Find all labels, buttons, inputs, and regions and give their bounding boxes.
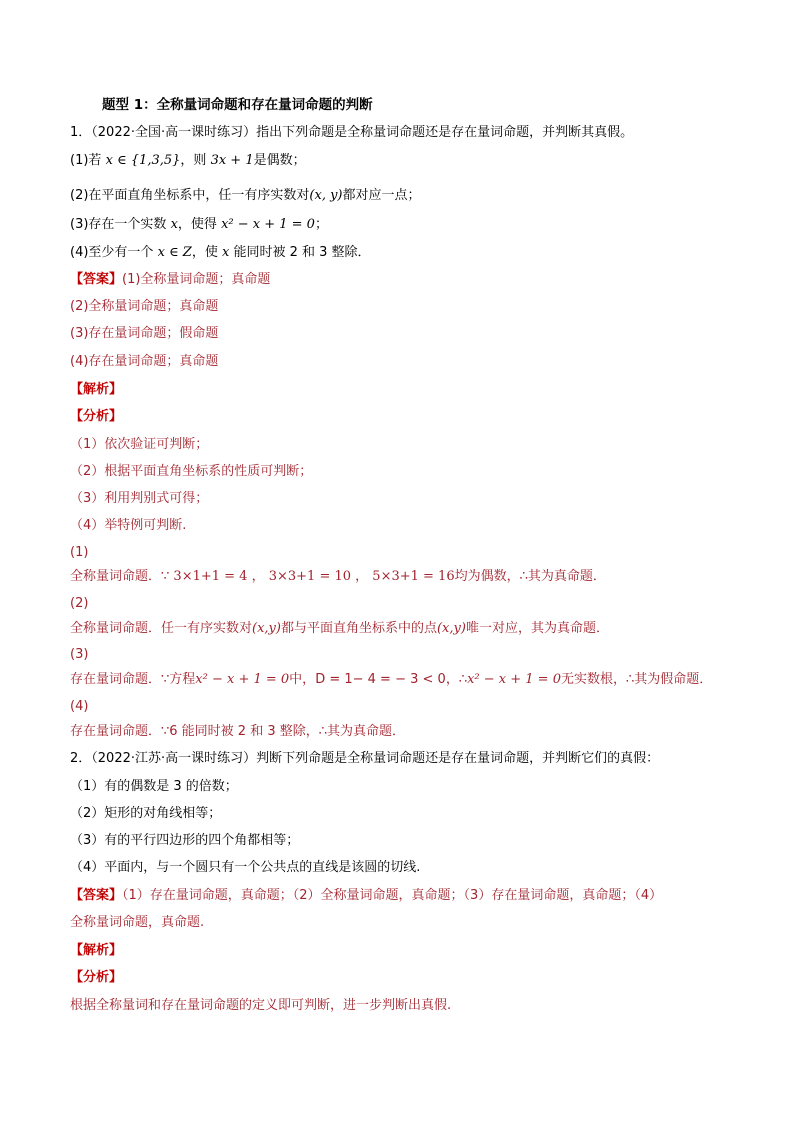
q1-p2-prefix: (2)在平面直角坐标系中，任一有序实数对 bbox=[70, 188, 310, 203]
q1-solution-2 bbox=[70, 620, 609, 638]
q1-p1-formula-set: x ∈ {1,3,5} bbox=[105, 153, 181, 168]
q1-p3-variable: x bbox=[170, 217, 178, 232]
q1-s1-prefix: 全称量词命题．∵ bbox=[70, 569, 170, 584]
q1-p2-suffix: 都对应一点； bbox=[342, 188, 421, 203]
q1-solution-3-label: (3) bbox=[70, 647, 89, 662]
q2-jiexi-tag: 【解析】 bbox=[70, 943, 123, 958]
q1-s2-mid: 都与平面直角坐标系中的点 bbox=[280, 621, 437, 636]
q1-p4-variable: x bbox=[221, 245, 230, 260]
question-1-stem: 1．（2022·全国·高一课时练习）指出下列命题是全称量词命题还是存在量词命题，并判断其真假。 bbox=[70, 125, 634, 140]
q1-p1-prefix: (1)若 bbox=[70, 153, 102, 168]
q2-proposition-2: （2）矩形的对角线相等； bbox=[70, 806, 222, 821]
q2-answer-line-1 bbox=[70, 887, 662, 905]
q1-fenxi-4: （4）举特例可判断. bbox=[70, 518, 187, 533]
q1-p1-suffix: 是偶数； bbox=[253, 153, 306, 168]
q1-solution-3 bbox=[70, 671, 712, 689]
q2-fenxi-text: 根据全称量词和存在量词命题的定义即可判断，进一步判断出真假. bbox=[70, 998, 452, 1013]
q1-p4-formula: x ∈ Z bbox=[157, 245, 192, 260]
q1-p3-suffix: ； bbox=[314, 217, 328, 232]
q1-p4-mid: ，使 bbox=[191, 245, 218, 260]
q1-s2-formula-2: (x,y) bbox=[436, 621, 466, 636]
question-2-stem: 2．（2022·江苏·高一课时练习）判断下列命题是全称量词命题还是存在量词命题，并判断它们的真假： bbox=[70, 751, 660, 766]
q1-p2-formula: (x, y) bbox=[309, 188, 343, 203]
q1-solution-4: 存在量词命题．∵6 能同时被 2 和 3 整除，∴其为真命题． bbox=[70, 724, 406, 739]
q1-s1-formula-1: 3×1+1 = 4 bbox=[173, 569, 248, 584]
q1-p1-mid: ，则 bbox=[180, 153, 207, 168]
q1-answer-4: (4)存在量词命题；真命题 bbox=[70, 354, 219, 369]
q1-p3-mid: ，使得 bbox=[177, 217, 217, 232]
q2-proposition-1: （1）有的偶数是 3 的倍数； bbox=[70, 779, 238, 794]
q1-s3-suffix: 无实数根，∴其为假命题． bbox=[560, 672, 713, 687]
q1-s1-formula-3: 5×3+1 = 16 bbox=[372, 569, 455, 584]
q1-solution-2-label: (2) bbox=[70, 596, 89, 611]
q1-solution-1-label: (1) bbox=[70, 545, 89, 560]
q1-s1-suffix: 均为偶数，∴其为真命题． bbox=[454, 569, 606, 584]
q1-answer-1: (1)全称量词命题；真命题 bbox=[122, 272, 271, 287]
section-title: 题型 1：全称量词命题和存在量词命题的判断 bbox=[102, 97, 373, 113]
q1-s3-formula-2: x² − x + 1 = 0 bbox=[467, 672, 561, 687]
q1-s3-discriminant: D = 1− 4 = − 3 < 0 bbox=[315, 672, 446, 687]
q1-s3-prefix: 存在量词命题．∵方程 bbox=[70, 672, 196, 687]
q1-answer-line-1 bbox=[70, 271, 270, 289]
q1-p4-suffix: 能同时被 2 和 3 整除． bbox=[233, 245, 371, 260]
q1-solution-1: 全称量词命题．∵ 3×1+1 = 4 ， 3×3+1 = 10 ， 5×3+1 = 16均为偶数，∴其为真命题． bbox=[70, 569, 606, 584]
q1-fenxi-3: （3）利用判别式可得； bbox=[70, 491, 209, 506]
q1-proposition-2 bbox=[70, 187, 421, 205]
q1-s2-prefix: 全称量词命题．任一有序实数对 bbox=[70, 621, 253, 636]
q1-answer-3: (3)存在量词命题；假命题 bbox=[70, 326, 219, 341]
q2-answer-line-2: 全称量词命题，真命题. bbox=[70, 915, 205, 930]
q1-s3-formula-1: x² − x + 1 = 0 bbox=[195, 672, 290, 687]
q1-proposition-1 bbox=[70, 152, 306, 170]
q1-p4-prefix: (4)至少有一个 bbox=[70, 245, 154, 260]
q2-answer-tag: 【答案】 bbox=[70, 888, 123, 903]
q1-jiexi-tag: 【解析】 bbox=[70, 382, 123, 397]
q1-answer-tag: 【答案】 bbox=[70, 272, 123, 287]
q1-s3-mid-2: ，∴ bbox=[445, 672, 468, 687]
q1-s3-mid-1: 中， bbox=[289, 672, 316, 687]
q2-answer-text-1: （1）存在量词命题，真命题；（2）全称量词命题，真命题；（3）存在量词命题，真命题；（4） bbox=[122, 888, 663, 903]
q1-answer-2: (2)全称量词命题；真命题 bbox=[70, 299, 219, 314]
q1-s2-suffix: 唯一对应，其为真命题． bbox=[465, 621, 609, 636]
q2-proposition-3: （3）有的平行四边形的四个角都相等； bbox=[70, 833, 300, 848]
q1-s2-formula-1: (x,y) bbox=[252, 621, 281, 636]
q1-solution-4-label: (4) bbox=[70, 699, 89, 714]
q1-fenxi-tag: 【分析】 bbox=[70, 409, 123, 424]
q1-s1-formula-2: 3×3+1 = 10 bbox=[268, 569, 352, 584]
q1-fenxi-2: （2）根据平面直角坐标系的性质可判断； bbox=[70, 464, 313, 479]
q1-proposition-3 bbox=[70, 216, 328, 234]
q2-proposition-4: （4）平面内，与一个圆只有一个公共点的直线是该圆的切线. bbox=[70, 860, 421, 875]
q2-fenxi-tag: 【分析】 bbox=[70, 970, 123, 985]
q1-p3-formula: x² − x + 1 = 0 bbox=[221, 217, 315, 232]
q1-proposition-4 bbox=[70, 244, 371, 262]
q1-p3-prefix: (3)存在一个实数 bbox=[70, 217, 167, 232]
q1-fenxi-1: （1）依次验证可判断； bbox=[70, 437, 209, 452]
q1-p1-formula-expr: 3x + 1 bbox=[210, 153, 254, 168]
